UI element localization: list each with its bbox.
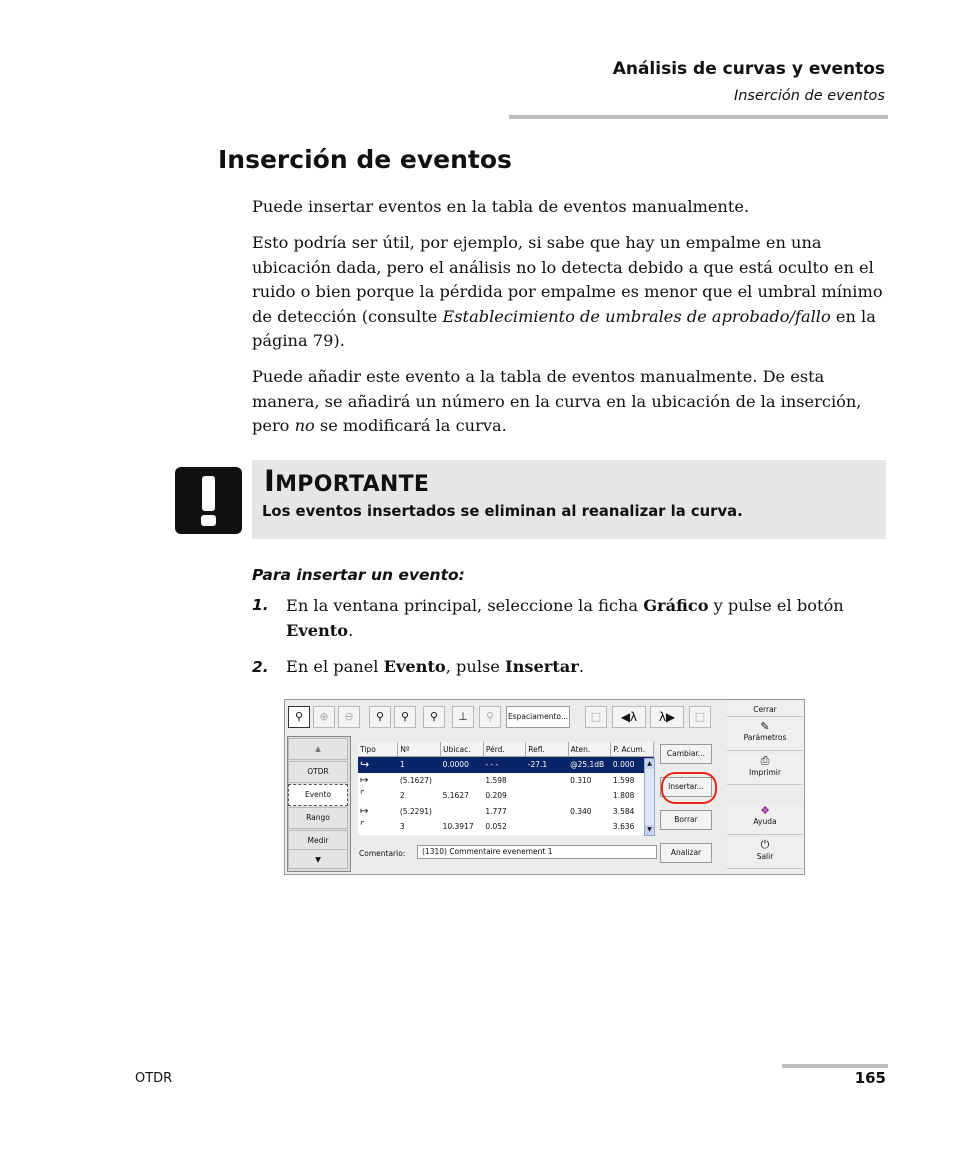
- callout-text: Los eventos insertados se eliminan al reanalizar la curva.: [262, 503, 743, 520]
- table-cell: @25.1dB: [568, 757, 611, 773]
- table-cell: 0.340: [570, 806, 592, 816]
- running-header-chapter: Análisis de curvas y eventos: [612, 59, 885, 79]
- table-cell: (5.1627): [399, 775, 432, 785]
- zoom-in-icon[interactable]: ⊕: [313, 706, 335, 728]
- tab-medir[interactable]: Medir: [288, 830, 348, 852]
- footer-product: OTDR: [135, 1071, 173, 1086]
- events-table: [358, 742, 654, 835]
- parameters-label: Parámetros: [743, 733, 787, 742]
- table-row[interactable]: [358, 788, 654, 804]
- column-header: Refl.: [526, 742, 568, 757]
- table-row[interactable]: [358, 773, 654, 789]
- splice-icon: ⌜: [360, 790, 365, 802]
- help-label: Ayuda: [753, 817, 777, 826]
- table-row[interactable]: [358, 804, 654, 820]
- zoom-out-icon[interactable]: ⊖: [338, 706, 360, 728]
- delete-button[interactable]: Borrar: [660, 810, 712, 830]
- table-cell: 0.310: [570, 775, 592, 785]
- exit-button[interactable]: [727, 838, 803, 869]
- paragraph-2: Esto podría ser útil, por ejemplo, si sabe que hay un empalme en una ubicación dada, pero el análisis no lo detecta debido a que está oculto en el ruido o bien porque la pérdida por empalme es menor que el umbral mínimo de detección (consulte Establecimiento de umbrales de aprobado/fallo en la página 79).: [252, 233, 883, 350]
- table-cell: 0.0000: [441, 757, 484, 773]
- table-cell: -27.1: [526, 757, 568, 773]
- spacing-button[interactable]: Espaciamento...: [506, 706, 570, 728]
- event-panel-screenshot: [284, 699, 805, 875]
- comment-field[interactable]: (1310) Commentaire evenement 1: [417, 845, 657, 859]
- zoom-event-icon[interactable]: ⚲: [479, 706, 501, 728]
- analyze-button[interactable]: Analizar: [660, 843, 712, 863]
- paragraph-3: Puede añadir este evento a la tabla de eventos manualmente. De esta manera, se añadirá un número en la curva en la ubicación de la inserción, pero no se modificará la curva.: [252, 367, 862, 435]
- table-cell: (5.2291): [399, 806, 432, 816]
- table-scrollbar[interactable]: [644, 758, 655, 836]
- section-icon: ↦: [360, 805, 369, 817]
- print-label: Imprimir: [749, 768, 781, 777]
- table-cell: 0.052: [485, 822, 507, 832]
- help-button[interactable]: [727, 804, 803, 835]
- previous-wavelength-button[interactable]: ◀λ: [612, 706, 646, 728]
- power-icon: ⏻: [760, 838, 770, 851]
- paragraph-1: Puede insertar eventos en la tabla de eventos manualmente.: [252, 197, 750, 216]
- running-header-section: Inserción de eventos: [733, 88, 885, 104]
- table-cell: [568, 788, 611, 804]
- table-cell: [441, 773, 484, 789]
- table-cell: 5.1627: [442, 791, 469, 801]
- splice-icon: ⌜: [360, 821, 365, 833]
- next-wavelength-button[interactable]: λ▶: [650, 706, 684, 728]
- zoom-horizontal-icon[interactable]: ⚲: [394, 706, 416, 728]
- help-book-icon: ❖: [760, 804, 770, 817]
- exit-label: Salir: [756, 852, 774, 861]
- pointer-zoom-icon[interactable]: ⚲: [288, 706, 310, 728]
- table-cell: [526, 773, 568, 789]
- parameters-icon: ✎: [760, 720, 770, 733]
- scroll-up-icon[interactable]: ▲: [288, 738, 348, 760]
- comment-label: Comentario:: [359, 849, 406, 858]
- table-cell: [526, 819, 568, 835]
- page-title: Inserción de eventos: [218, 145, 512, 174]
- cross-reference: Establecimiento de umbrales de aprobado/fallo: [442, 306, 831, 326]
- table-cell: [441, 804, 484, 820]
- column-header: Pérd.: [483, 742, 525, 757]
- scroll-down-icon[interactable]: ▼: [645, 825, 654, 835]
- zoom-area-icon[interactable]: ⚲: [423, 706, 445, 728]
- step-text: En la ventana principal, seleccione la ficha Gráfico y pulse el botón Evento.: [286, 596, 844, 640]
- print-button[interactable]: [727, 754, 803, 785]
- table-cell: - - -: [483, 757, 525, 773]
- header-rule: [509, 115, 888, 119]
- insert-button[interactable]: Insertar...: [660, 777, 712, 797]
- zoom-fit-icon[interactable]: ⚲: [369, 706, 391, 728]
- page-number: 165: [854, 1069, 886, 1087]
- important-callout: [252, 460, 886, 539]
- table-row[interactable]: [358, 819, 654, 835]
- step-text: En el panel Evento, pulse Insertar.: [286, 657, 584, 676]
- marker-icon[interactable]: ⊥: [452, 706, 474, 728]
- column-header: Ubicac.: [441, 742, 484, 757]
- table-cell: 1.777: [485, 806, 507, 816]
- table-row[interactable]: [358, 757, 654, 773]
- table-cell: 3: [399, 822, 405, 832]
- table-cell: [568, 819, 611, 835]
- column-header: P. Acum.: [611, 742, 654, 757]
- table-header-row: [358, 742, 654, 757]
- tab-otdr[interactable]: OTDR: [288, 761, 348, 783]
- section-icon: ↦: [360, 774, 369, 786]
- callout-title: IMPORTANTE: [264, 464, 430, 498]
- table-cell: 3.584: [612, 806, 635, 816]
- table-cell: 1.598: [485, 775, 507, 785]
- close-button[interactable]: [727, 700, 803, 717]
- launch-level-icon: ↪: [358, 757, 398, 773]
- footer-rule: [782, 1064, 888, 1068]
- table-cell: [526, 788, 568, 804]
- table-cell: 1.598: [612, 775, 635, 785]
- printer-icon: ⎙: [760, 754, 770, 767]
- column-header: Aten.: [568, 742, 611, 757]
- scroll-down-icon[interactable]: ▼: [288, 849, 348, 869]
- table-cell: 1: [398, 757, 441, 773]
- exclamation-icon: [175, 467, 242, 534]
- table-cell: 2: [399, 791, 405, 801]
- table-cell: 0.000: [611, 757, 654, 773]
- close-label: Cerrar: [753, 705, 777, 714]
- table-cell: 0.209: [485, 791, 507, 801]
- parameters-button[interactable]: [727, 720, 803, 751]
- table-cell: 1.808: [612, 791, 635, 801]
- change-button[interactable]: Cambiar...: [660, 744, 712, 764]
- step-number: 1.: [252, 596, 269, 614]
- scroll-up-icon[interactable]: ▲: [645, 759, 654, 769]
- column-header: Nº: [398, 742, 441, 757]
- table-cell: [526, 804, 568, 820]
- insert-highlight: [661, 772, 717, 804]
- tab-rango[interactable]: Rango: [288, 807, 348, 829]
- step-number: 2.: [252, 658, 269, 676]
- procedure-title: Para insertar un evento:: [252, 566, 465, 584]
- trace-icon[interactable]: □: [585, 706, 607, 728]
- tab-evento[interactable]: Evento: [288, 784, 348, 806]
- overlay-icon[interactable]: □: [689, 706, 711, 728]
- column-header: Tipo: [358, 742, 398, 757]
- table-cell: 10.3917: [442, 822, 474, 832]
- table-cell: 3.636: [612, 822, 635, 832]
